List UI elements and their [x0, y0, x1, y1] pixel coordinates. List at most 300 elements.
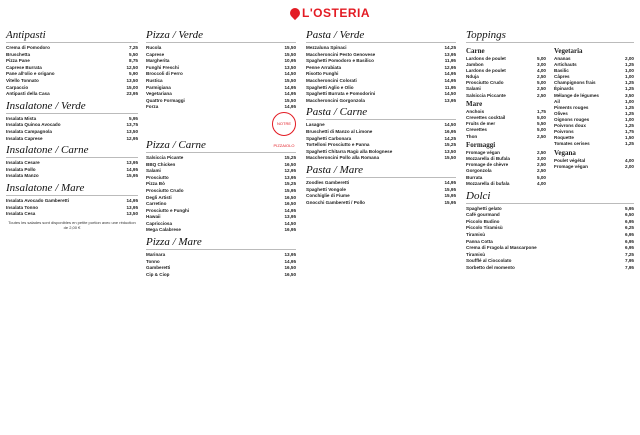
menu-item-name: Hawaii: [146, 214, 161, 220]
brand-name: L'OSTERIA: [302, 6, 371, 20]
menu-item-price: 15,95: [126, 173, 138, 179]
toppings-carne-list: [466, 56, 546, 98]
menu-item: [306, 200, 456, 206]
menu-item-name: Penne Arrabiata: [306, 64, 342, 70]
menu-item-price: 15,25: [444, 142, 456, 148]
menu-item-price: 1,25: [625, 141, 634, 147]
menu-item: [146, 188, 296, 194]
menu-item: [146, 52, 296, 58]
menu-item-name: Tiramisù: [466, 251, 486, 257]
menu-item-price: 14,95: [126, 197, 138, 203]
menu-item: [6, 116, 138, 122]
menu-item-name: Épinards: [554, 86, 574, 92]
menu-item-price: 14,95: [284, 258, 296, 264]
menu-item-name: Insalata Campagnola: [6, 128, 52, 134]
menu-item-name: Thon: [466, 133, 478, 139]
menu-item: [466, 68, 546, 74]
menu-item-name: Café gourmand: [466, 212, 500, 218]
menu-item-name: Sorbetto del momento: [466, 265, 515, 271]
menu-item: [6, 71, 138, 77]
menu-item-name: BBQ Chicken: [146, 161, 176, 167]
menu-item-name: Prosciutto Crudo: [466, 80, 504, 86]
menu-item-name: Mozzarella di bufala: [466, 180, 510, 186]
toppings-carne-title: Carne: [466, 47, 485, 55]
menu-item: [306, 78, 456, 84]
menu-item-price: 12,95: [444, 64, 456, 70]
menu-item: [306, 129, 456, 135]
menu-item-price: 15,50: [284, 97, 296, 103]
menu-item-price: 1,00: [625, 68, 634, 74]
menu-item-price: 6,95: [625, 245, 634, 251]
menu-item: [306, 58, 456, 64]
menu-item-name: Gnocchi Gamberetti / Pollo: [306, 199, 365, 205]
insalatone-verde-title: Insalatone / Verde: [6, 99, 86, 112]
menu-item-price: 1,25: [625, 123, 634, 129]
pizza-verde-list: [146, 45, 296, 110]
menu-item: [554, 105, 634, 111]
menu-item-price: 2,50: [537, 162, 546, 168]
menu-item: [146, 162, 296, 168]
menu-item-price: 15,95: [444, 186, 456, 192]
menu-item-name: Fruits de mer: [466, 121, 496, 127]
menu-item: [146, 168, 296, 174]
menu-item-price: 13,95: [284, 174, 296, 180]
menu-item-name: Rustica: [146, 77, 163, 83]
menu-item: [466, 156, 546, 162]
menu-item-name: Vegetariana: [146, 91, 172, 97]
pasta-carne-list: [306, 122, 456, 161]
menu-item-price: 16,95: [444, 128, 456, 134]
pizza-mare-title: Pizza / Mare: [146, 236, 202, 249]
menu-item-name: Gorgonzola: [466, 168, 492, 174]
menu-item-price: 5,00: [537, 56, 546, 61]
menu-item: [554, 164, 634, 170]
menu-item-price: 7,95: [625, 258, 634, 264]
menu-item: [554, 117, 634, 123]
menu-item-name: Insalata Caprese: [6, 135, 43, 141]
toppings-mare-title: Mare: [466, 100, 483, 109]
menu-item: [466, 239, 634, 245]
insalatone-mare-list: [6, 198, 138, 217]
menu-item-price: 2,00: [625, 164, 634, 169]
pizza-mare-list: [146, 252, 296, 277]
menu-item: [146, 78, 296, 84]
menu-item-name: Insalata Manzo: [6, 173, 39, 179]
menu-item-price: 5,95: [625, 205, 634, 211]
menu-item-name: Pane all'olio e origano: [6, 71, 55, 77]
menu-item: [306, 52, 456, 58]
menu-item-price: 14,25: [444, 135, 456, 141]
menu-item: [6, 91, 138, 97]
menu-item: [466, 252, 634, 258]
insalatone-verde-list: [6, 116, 138, 141]
menu-item-price: 16,50: [284, 271, 296, 277]
menu-item-price: 2,50: [537, 133, 546, 139]
menu-item-name: Olives: [554, 110, 568, 116]
menu-item-price: 7,25: [129, 45, 138, 50]
menu-item: [6, 85, 138, 91]
pasta-verde-list: [306, 45, 456, 103]
menu-item: [554, 135, 634, 141]
menu-item-price: 1,25: [625, 110, 634, 116]
menu-item-name: Zoodles Gamberetti: [306, 179, 350, 185]
menu-item-price: 7,25: [625, 251, 634, 257]
menu-item: [146, 272, 296, 278]
pizza-carne-title: Pizza / Carne: [146, 138, 206, 151]
menu-item: [6, 65, 138, 71]
menu-item-name: Salsiccia Piccante: [466, 92, 506, 98]
menu-item-name: Poivrons: [554, 129, 574, 135]
menu-item: [466, 56, 546, 62]
menu-item: [306, 149, 456, 155]
menu-item-price: 14,95: [444, 77, 456, 83]
menu-item: [466, 121, 546, 127]
pizza-verde-title: Pizza / Verde: [146, 29, 204, 41]
menu-item-price: 2,50: [537, 86, 546, 92]
menu-item: [466, 109, 546, 115]
menu-item-price: 6,95: [625, 232, 634, 238]
menu-item-name: Soufflé al Cioccolato: [466, 258, 512, 264]
menu-item: [146, 227, 296, 233]
menu-item: [6, 129, 138, 135]
menu-item-name: Roquette: [554, 135, 574, 141]
menu-item-price: 15,50: [284, 45, 296, 50]
menu-item-price: 12,95: [284, 168, 296, 174]
menu-item-price: 15,50: [284, 77, 296, 83]
menu-item-name: Prosciutto e Funghi: [146, 207, 190, 213]
menu-item-name: Vitello Tonnato: [6, 77, 39, 83]
menu-item: [554, 129, 634, 135]
menu-item-price: 5,90: [129, 71, 138, 77]
menu-item-price: 14,95: [284, 104, 296, 110]
menu-item-name: Tiramisù: [466, 232, 486, 238]
menu-item-name: Ananas: [554, 56, 571, 61]
menu-item-price: 14,50: [284, 71, 296, 77]
menu-item: [554, 62, 634, 68]
menu-item: [146, 195, 296, 201]
menu-item-price: 13,95: [444, 51, 456, 57]
menu-item-name: Capricciosa: [146, 220, 173, 226]
menu-item: [306, 155, 456, 161]
menu-item-price: 13,95: [444, 97, 456, 103]
menu-item-price: 1,50: [625, 135, 634, 141]
menu-item-price: 13,95: [126, 204, 138, 210]
menu-item-price: 4,00: [625, 157, 634, 163]
dolci-list: [466, 206, 634, 271]
menu-item-name: Parmigiana: [146, 84, 171, 90]
menu-item-name: Crema di Pomodoro: [6, 45, 50, 50]
menu-item-name: Insalata Cesa: [6, 211, 36, 217]
menu-item-name: Poivrons doux: [554, 123, 586, 129]
menu-item: [146, 252, 296, 258]
menu-item-name: Piccolo Budino: [466, 218, 500, 224]
menu-item: [146, 201, 296, 207]
menu-item-name: Crema di Fragola al Mascarpone: [466, 245, 537, 251]
menu-item-name: Rucola: [146, 45, 162, 50]
menu-item: [6, 136, 138, 142]
menu-item-price: 13,50: [284, 64, 296, 70]
menu-item: [146, 155, 296, 161]
menu-item-price: 15,25: [284, 154, 296, 160]
menu-item: [306, 65, 456, 71]
menu-item: [554, 111, 634, 117]
menu-item-price: 5,00: [537, 174, 546, 180]
menu-item-name: Piments rouges: [554, 104, 589, 110]
menu-item: [306, 91, 456, 97]
menu-item-price: 12,95: [126, 135, 138, 141]
menu-item-price: 15,50: [284, 51, 296, 57]
menu-item-name: Antipasti della Casa: [6, 91, 50, 97]
menu-item-price: 13,50: [126, 128, 138, 134]
menu-item-price: 6,95: [625, 238, 634, 244]
menu-item-name: Piccolo Tiramisù: [466, 225, 503, 231]
menu-item-name: Lardons de poulet: [466, 56, 506, 61]
menu-item-price: 1,25: [625, 62, 634, 68]
menu-item: [146, 45, 296, 51]
menu-item-name: Insalata Tonno: [6, 204, 39, 210]
column-toppings: [466, 26, 634, 272]
menu-item: [554, 93, 634, 99]
menu-item-price: 3,00: [537, 156, 546, 162]
menu-item: [554, 141, 634, 147]
menu-item: [146, 259, 296, 265]
menu-item-name: Bruschetta: [6, 51, 30, 57]
menu-item-name: Pizza Bò: [146, 181, 165, 187]
menu-item-price: 13,95: [284, 252, 296, 258]
menu-item: [554, 56, 634, 62]
menu-item-name: Maccheroncini Pesto Genovese: [306, 51, 376, 57]
menu-item-name: Bruschetti di Manzo al Limone: [306, 128, 373, 134]
toppings-mare-list: [466, 109, 546, 139]
menu-item: [466, 206, 634, 212]
antipasti-title: Antipasti: [6, 29, 46, 41]
menu-item: [146, 221, 296, 227]
menu-item-name: Mozzarella di Bufala: [466, 156, 510, 162]
menu-item-name: Risotto Funghi: [306, 71, 339, 77]
menu-item-price: 2,00: [625, 56, 634, 61]
menu-item: [466, 258, 634, 264]
menu-item-price: 14,95: [284, 207, 296, 213]
menu-item: [146, 98, 296, 104]
pizzaiolo-badge: NOTRE PIZZAIOLO: [272, 112, 296, 136]
menu-item: [146, 71, 296, 77]
menu-item: [146, 175, 296, 181]
menu-item-name: Burrata: [466, 174, 483, 180]
menu-item: [306, 85, 456, 91]
menu-item-name: Pizza Pane: [6, 58, 30, 64]
menu-item: [466, 93, 546, 99]
menu-item: [306, 45, 456, 51]
menu-item: [306, 122, 456, 128]
menu-item-name: Carretino: [146, 201, 167, 207]
menu-item-name: Crevettes: [466, 127, 487, 133]
menu-item-name: Salami: [146, 168, 161, 174]
menu-item-price: 1,25: [625, 80, 634, 86]
menu-item-name: Fromage végan: [466, 150, 500, 156]
menu-item-name: Maccheroncini Colorati: [306, 77, 357, 83]
menu-item-name: Câpres: [554, 74, 570, 80]
toppings-vegana-list: [554, 158, 634, 170]
menu-item-price: 5,00: [537, 127, 546, 133]
antipasti-list: [6, 45, 138, 97]
menu-item-name: Nduja: [466, 74, 479, 80]
menu-item-price: 1,75: [625, 129, 634, 135]
menu-item: [6, 173, 138, 179]
menu-item-name: Panna Cotta: [466, 238, 493, 244]
menu-item-price: 1,00: [625, 74, 634, 80]
menu-item: [466, 245, 634, 251]
menu-item-name: Oignons rouges: [554, 116, 590, 122]
menu-item-price: 1,25: [625, 104, 634, 110]
menu-item: [146, 58, 296, 64]
menu-item-price: 13,50: [126, 211, 138, 217]
menu-item: [554, 123, 634, 129]
menu-item-name: Mega Calabrese: [146, 227, 181, 233]
menu-item-price: 14,50: [444, 122, 456, 128]
menu-item-name: Fromage de chèvre: [466, 162, 509, 168]
menu-item-name: Marinara: [146, 252, 166, 258]
menu-item-price: 5,50: [537, 121, 546, 127]
menu-item-price: 5,00: [537, 80, 546, 86]
menu-item: [6, 78, 138, 84]
menu-item-name: Quattro Formaggi: [146, 97, 185, 103]
menu-item-price: 14,95: [444, 179, 456, 185]
menu-item: [306, 142, 456, 148]
menu-item-name: Crevettes cocktail: [466, 115, 506, 121]
menu-item-name: Insalata Pollo: [6, 166, 36, 172]
menu-item: [6, 160, 138, 166]
menu-item-name: Prosciutto Crudo: [146, 187, 184, 193]
menu-item: [466, 162, 546, 168]
menu-item-name: Conchiglie di Fiume: [306, 193, 350, 199]
menu-item-name: Spaghetti Aglio e Olio: [306, 84, 354, 90]
column-pizza: [146, 26, 296, 278]
menu-item: [466, 168, 546, 174]
menu-item-price: 6,95: [625, 218, 634, 224]
menu-item-price: 2,50: [537, 92, 546, 98]
menu-item-price: 3,00: [537, 62, 546, 68]
menu-item: [466, 212, 634, 218]
menu-item-name: Funghi Freschi: [146, 64, 179, 70]
menu-item: [554, 86, 634, 92]
menu-item-price: 11,95: [444, 84, 456, 90]
menu-item: [306, 98, 456, 104]
insalatone-carne-title: Insalatone / Carne: [6, 144, 89, 157]
salad-note: Toutes les salades sont disponibles en petite portion avec une réduction de 2,00 €: [8, 219, 136, 230]
menu-item: [306, 136, 456, 142]
menu-item-price: 14,50: [444, 91, 456, 97]
pasta-verde-title: Pasta / Verde: [306, 29, 365, 41]
menu-item-price: 13,95: [126, 160, 138, 166]
menu-item-name: Mélange de légumes: [554, 92, 599, 98]
menu-item-name: Spaghetti Chitarra Ragù alla Bolognese: [306, 148, 393, 154]
menu-item-price: 6,50: [625, 212, 634, 218]
menu-item-name: Caprese Burrata: [6, 64, 42, 70]
menu-item: [306, 180, 456, 186]
menu-item-name: Prosciutto: [146, 174, 169, 180]
pizza-carne-list: [146, 155, 296, 233]
menu-item-name: Salsiccia Picante: [146, 154, 184, 160]
menu-item-name: Spaghetti Carbonara: [306, 135, 352, 141]
menu-item-price: 1,25: [625, 86, 634, 92]
menu-item-price: 15,25: [284, 181, 296, 187]
menu-item-price: 15,50: [444, 155, 456, 161]
menu-item: [466, 134, 546, 140]
menu-item-price: 2,50: [537, 168, 546, 174]
menu-item-name: Margherita: [146, 58, 170, 64]
menu-item: [554, 158, 634, 164]
menu-item-name: Poulet végétal: [554, 157, 586, 163]
menu-item: [466, 80, 546, 86]
toppings-veg-list: [554, 56, 634, 147]
menu-item: [6, 45, 138, 51]
menu-item-name: Lasagne: [306, 122, 325, 128]
menu-item-price: 2,50: [537, 74, 546, 80]
menu-item: [6, 205, 138, 211]
menu-item-price: 14,95: [444, 71, 456, 77]
menu-item-price: 16,50: [284, 161, 296, 167]
menu-item: [146, 208, 296, 214]
menu-item: [466, 86, 546, 92]
menu-item-price: 16,50: [284, 265, 296, 271]
menu-item-price: 14,50: [284, 220, 296, 226]
menu-item: [466, 150, 546, 156]
menu-item-name: Champignons frais: [554, 80, 596, 86]
menu-item-price: 14,95: [284, 84, 296, 90]
menu-item: [146, 65, 296, 71]
menu-item-price: 1,00: [625, 98, 634, 104]
menu-item-name: Gamberetti: [146, 265, 171, 271]
insalatone-mare-title: Insalatone / Mare: [6, 181, 85, 194]
menu-item: [554, 68, 634, 74]
menu-item: [466, 265, 634, 271]
menu-item: [554, 99, 634, 105]
menu-item: [146, 214, 296, 220]
menu-item-price: 7,95: [625, 265, 634, 271]
menu-item-price: 15,95: [444, 199, 456, 205]
menu-item: [146, 181, 296, 187]
menu-item-name: Spaghetti Pomodoro e Basilico: [306, 58, 374, 64]
menu-item: [146, 265, 296, 271]
menu-item-name: Spaghetti gelato: [466, 205, 502, 211]
menu-item-price: 13,75: [126, 122, 138, 128]
menu-item-price: 5,95: [129, 115, 138, 121]
menu-item: [306, 193, 456, 199]
insalatone-carne-list: [6, 160, 138, 179]
column-antipasti: [6, 26, 138, 233]
menu-item-name: Jambon: [466, 62, 484, 68]
menu-item: [466, 115, 546, 121]
pasta-carne-title: Pasta / Carne: [306, 106, 368, 119]
menu-item-price: 1,00: [625, 116, 634, 122]
menu-item: [6, 58, 138, 64]
menu-item: [6, 211, 138, 217]
menu-item: [146, 91, 296, 97]
menu-item-price: 14,95: [284, 91, 296, 97]
menu-item-price: 4,00: [537, 68, 546, 74]
menu-item-price: 5,50: [129, 51, 138, 57]
menu-item-price: 14,25: [444, 45, 456, 50]
menu-item: [466, 127, 546, 133]
menu-item-name: Degli Artisti: [146, 194, 172, 200]
menu-item: [466, 74, 546, 80]
toppings-veg-title: Vegetaria: [554, 47, 583, 55]
menu-item-name: Artichauts: [554, 62, 577, 68]
menu-item: [466, 181, 546, 187]
menu-item-price: 13,95: [284, 214, 296, 220]
menu-item: [466, 219, 634, 225]
menu-item-price: 15,95: [444, 193, 456, 199]
